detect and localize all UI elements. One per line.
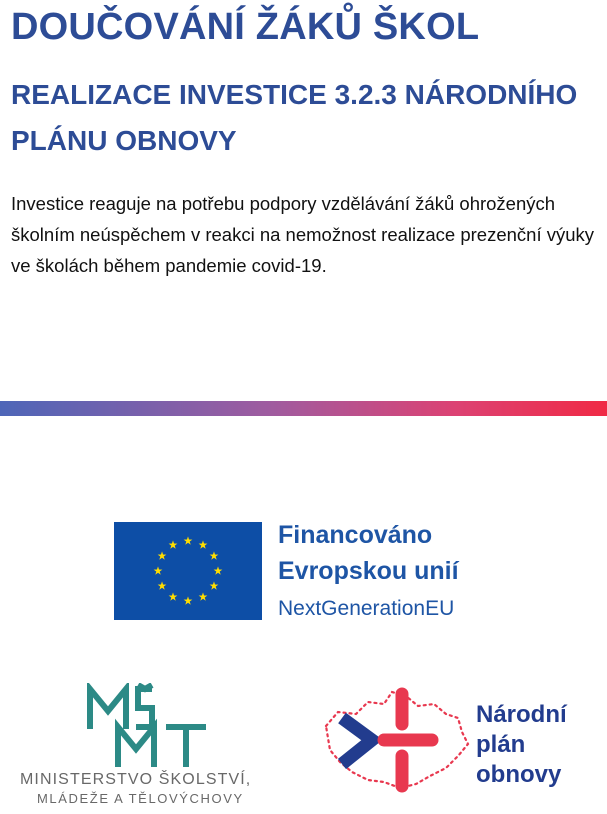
npo-line1: Národní [476, 701, 567, 728]
msmt-name-line1: MINISTERSTVO ŠKOLSTVÍ, [20, 771, 252, 788]
page-title: DOUČOVÁNÍ ŽÁKŮ ŠKOL [11, 6, 480, 48]
npo-line2: plán [476, 731, 526, 758]
msmt-name-line2: MLÁDEŽE A TĚLOVÝCHOVY [37, 791, 244, 806]
npo-wordmark [476, 700, 567, 790]
npo-line3: obnovy [476, 761, 562, 788]
eu-flag-icon [114, 522, 262, 620]
eu-funding-line1: Financováno [278, 521, 433, 549]
eu-funding-text [278, 517, 459, 623]
npo-logo-icon [322, 684, 470, 800]
description-paragraph: Investice reaguje na potřebu podpory vzdělávání žáků ohrožených školním neúspěchem v reakci na nemožnost realizace prezenční výuky ve školách během pandemie covid-19. [11, 193, 595, 276]
msmt-logo-icon [84, 683, 212, 771]
gradient-divider [0, 401, 607, 416]
eu-nextgeneration-label: NextGenerationEU [278, 597, 455, 620]
page-subtitle: REALIZACE INVESTICE 3.2.3 NÁRODNÍHO PLÁNU OBNOVY [11, 79, 578, 156]
eu-funding-line2: Evropskou unií [278, 557, 459, 585]
